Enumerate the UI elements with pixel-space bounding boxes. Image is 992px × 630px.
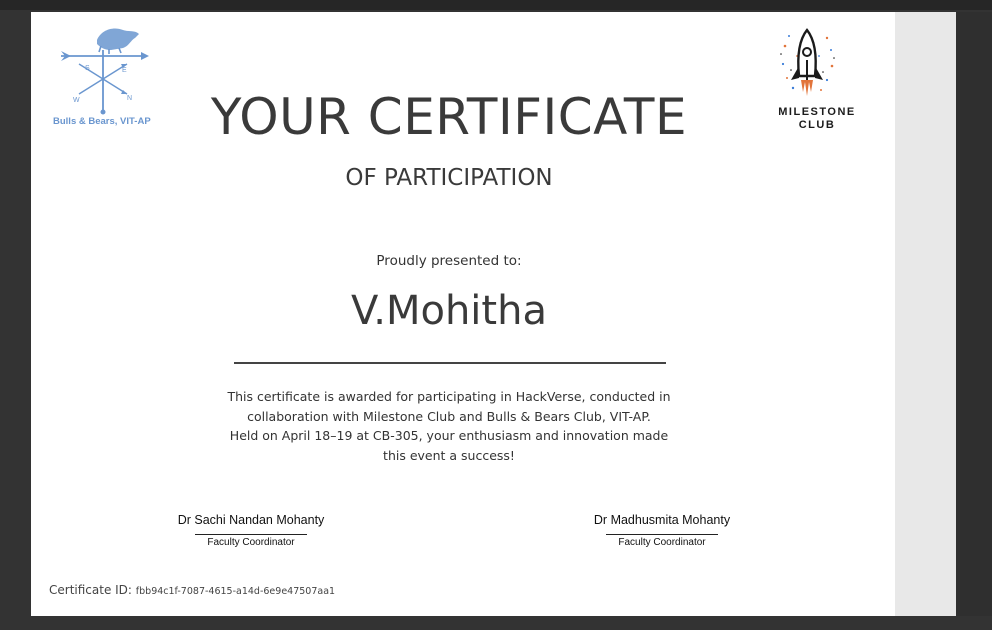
logo-right-line1: MILESTONE [778, 106, 856, 118]
signature-line [606, 534, 718, 535]
signatory-role: Faculty Coordinator [207, 537, 295, 548]
certificate-id [49, 583, 335, 597]
body-line: collaboration with Milestone Club and Bulls & Bears Club, VIT-AP. [247, 408, 651, 424]
compass-s: S [85, 65, 90, 72]
compass-n: N [127, 95, 133, 102]
presented-label: Proudly presented to: [376, 253, 522, 269]
signatory-name: Dr Madhusmita Mohanty [593, 513, 731, 527]
viewer-scroll-area[interactable] [956, 12, 992, 616]
certificate-id-value: fbb94c1f-7087-4615-a14d-6e9e47507aa1 [135, 586, 336, 597]
body-line: this event a success! [383, 447, 515, 463]
signatory-name: Dr Sachi Nandan Mohanty [177, 513, 325, 527]
logo-right-line2: CLUB [798, 119, 836, 131]
compass-w: W [73, 97, 80, 104]
body-line: Held on April 18–19 at CB-305, your enthusiasm and innovation made [229, 428, 669, 443]
logo-left-caption: Bulls & Bears, VIT-AP [53, 116, 151, 127]
signatory-role: Faculty Coordinator [618, 537, 706, 548]
compass-e: E [122, 67, 127, 74]
viewer-top-strip [0, 0, 992, 10]
page-margin-right [895, 12, 956, 616]
certificate-title: YOUR CERTIFICATE [210, 88, 688, 146]
certificate-page [31, 12, 895, 616]
signature-line [195, 534, 307, 535]
certificate-body [31, 387, 867, 465]
recipient-name: V.Mohitha [351, 288, 547, 334]
signature-block-left [131, 513, 371, 548]
name-underline [234, 362, 666, 364]
certificate-id-label: Certificate ID: [49, 583, 132, 597]
body-line: This certificate is awarded for participating in HackVerse, conducted in [227, 389, 671, 404]
certificate-subtitle: OF PARTICIPATION [345, 165, 553, 191]
signature-block-right [542, 513, 782, 548]
